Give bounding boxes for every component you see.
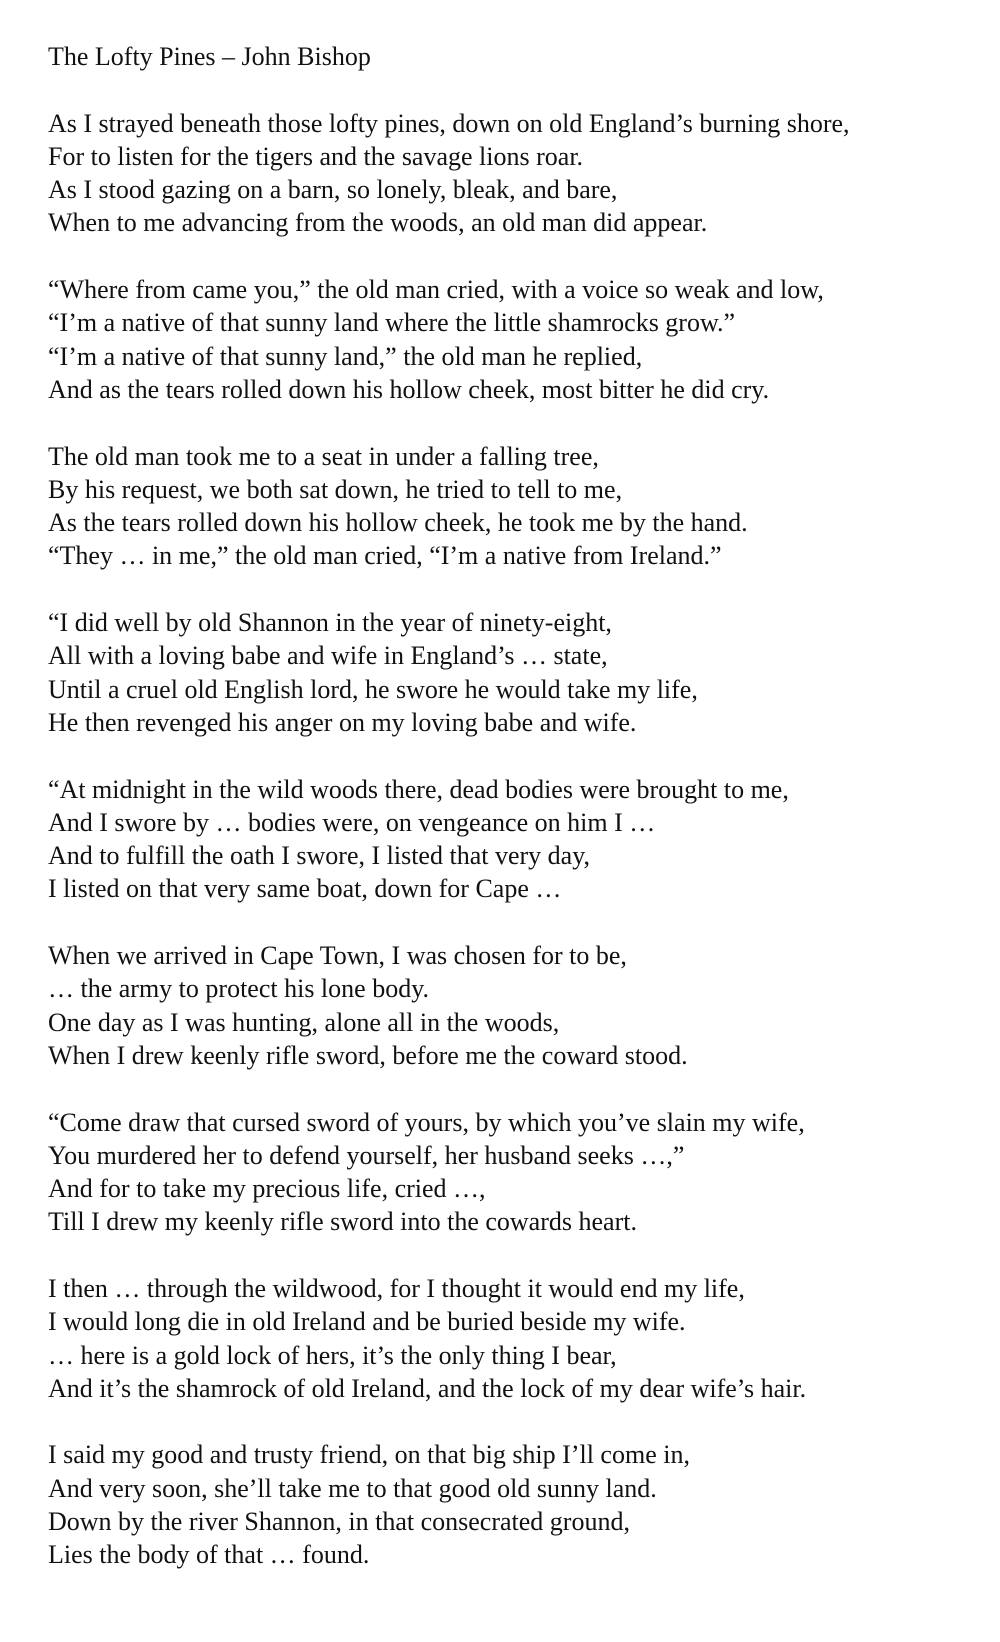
stanza-line: And it’s the shamrock of old Ireland, and the lock of my dear wife’s hair. [48,1373,807,1403]
stanza-line: Lies the body of that … found. [48,1540,370,1570]
stanza-line: Down by the river Shannon, in that consecrated ground, [48,1507,630,1537]
stanza-line: As the tears rolled down his hollow cheek, he took me by the hand. [48,508,748,538]
stanza-line: I then … through the wildwood, for I thought it would end my life, [48,1273,745,1303]
stanza-2 [48,273,960,406]
stanza-line: All with a loving babe and wife in England’s … state, [48,641,608,671]
stanza-line: “At midnight in the wild woods there, dead bodies were brought to me, [48,774,789,804]
stanza-line: And for to take my precious life, cried …, [48,1174,486,1204]
stanza-line: By his request, we both sat down, he tried to tell to me, [48,474,623,504]
stanza-7 [48,1106,960,1239]
stanza-line: When I drew keenly rifle sword, before me the coward stood. [48,1040,688,1070]
stanza-line: For to listen for the tigers and the savage lions roar. [48,141,584,171]
stanza-line: One day as I was hunting, alone all in the woods, [48,1007,560,1037]
stanza-line: … here is a gold lock of hers, it’s the only thing I bear, [48,1340,617,1370]
stanza-line: He then revenged his anger on my loving babe and wife. [48,707,637,737]
stanza-5 [48,773,960,906]
stanza-line: Until a cruel old English lord, he swore he would take my life, [48,674,698,704]
stanza-3 [48,440,960,573]
stanza-6 [48,939,960,1072]
stanza-line: And to fulfill the oath I swore, I listed that very day, [48,841,591,871]
stanza-line: And I swore by … bodies were, on vengeance on him I … [48,807,656,837]
stanza-line: When we arrived in Cape Town, I was chosen for to be, [48,941,627,971]
stanza-8 [48,1272,960,1405]
stanza-line: As I stood gazing on a barn, so lonely, bleak, and bare, [48,175,618,205]
stanza-line: “I’m a native of that sunny land,” the old man he replied, [48,341,643,371]
document-title: The Lofty Pines – John Bishop [48,42,371,71]
stanza-line: As I strayed beneath those lofty pines, down on old England’s burning shore, [48,108,850,138]
stanza-line: “I did well by old Shannon in the year of ninety-eight, [48,608,612,638]
stanza-line: “They … in me,” the old man cried, “I’m a native from Ireland.” [48,541,722,571]
stanza-line: I listed on that very same boat, down for Cape … [48,874,562,904]
stanza-line: And very soon, she’ll take me to that good old sunny land. [48,1473,657,1503]
stanza-9 [48,1438,960,1571]
stanza-line: “Where from came you,” the old man cried, with a voice so weak and low, [48,275,824,305]
stanza-line: You murdered her to defend yourself, her husband seeks …,” [48,1140,685,1170]
stanza-4 [48,606,960,739]
stanza-line: And as the tears rolled down his hollow cheek, most bitter he did cry. [48,374,770,404]
stanza-line: … the army to protect his lone body. [48,974,430,1004]
stanza-line: “Come draw that cursed sword of yours, by which you’ve slain my wife, [48,1107,805,1137]
stanza-line: I would long die in old Ireland and be buried beside my wife. [48,1307,686,1337]
stanza-line: I said my good and trusty friend, on that big ship I’ll come in, [48,1440,690,1470]
stanza-line: Till I drew my keenly rifle sword into the cowards heart. [48,1207,637,1237]
stanza-line: “I’m a native of that sunny land where the little shamrocks grow.” [48,308,736,338]
stanza-line: When to me advancing from the woods, an old man did appear. [48,208,708,238]
stanza-line: The old man took me to a seat in under a falling tree, [48,441,599,471]
stanza-1 [48,107,960,240]
